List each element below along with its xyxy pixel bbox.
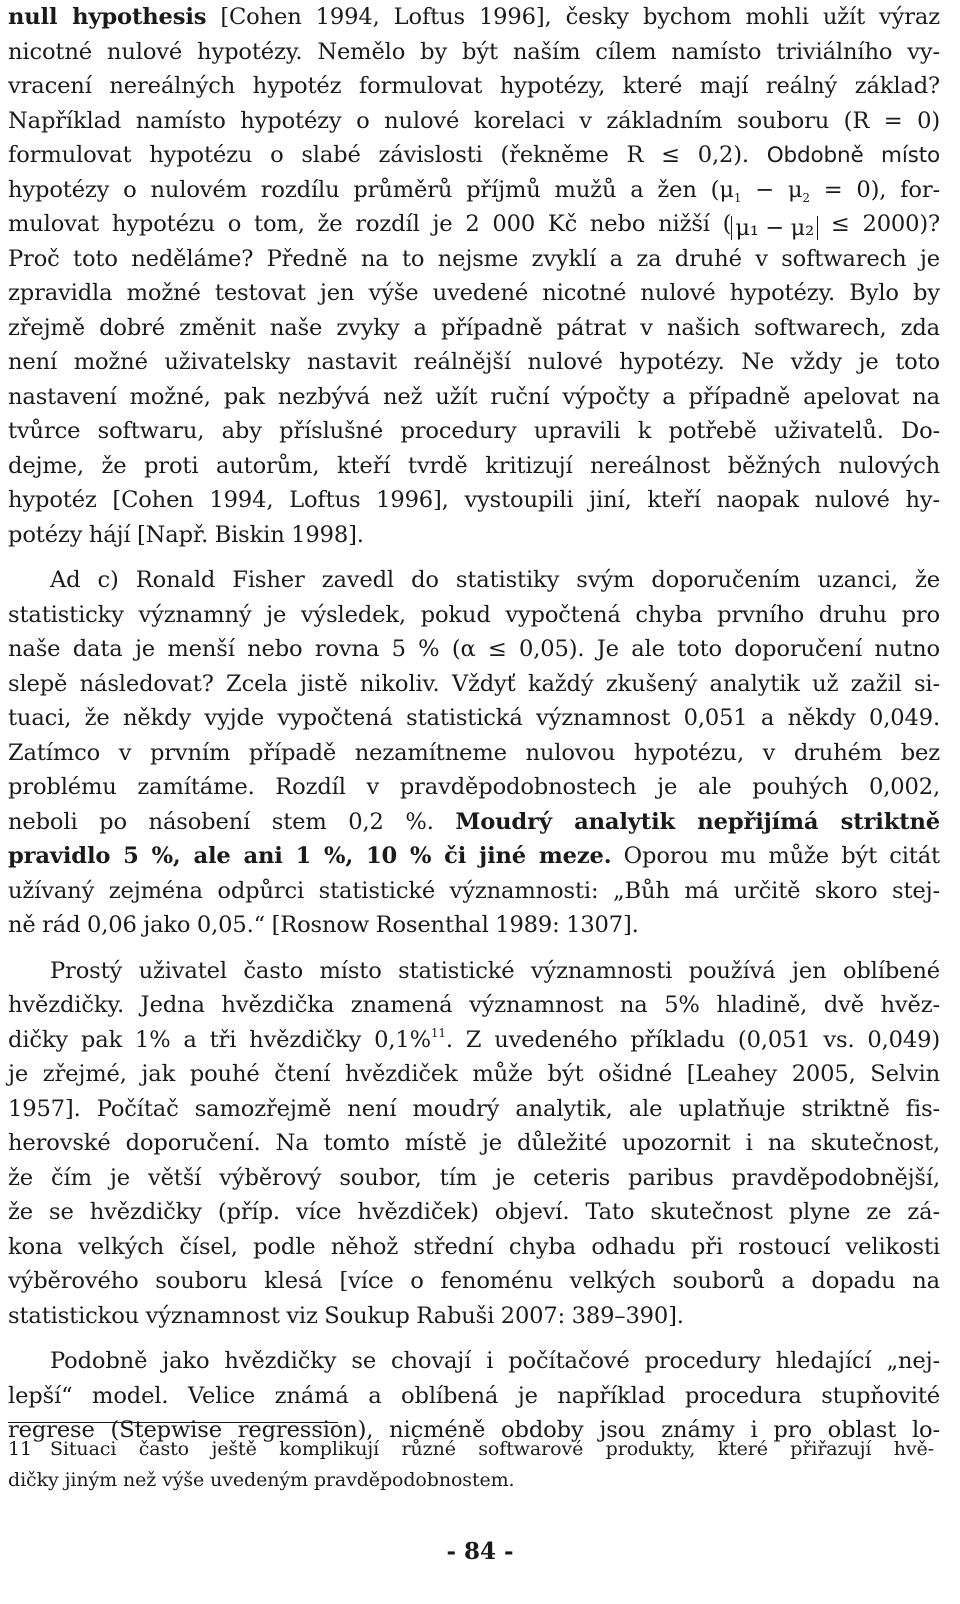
text-line xyxy=(8,518,940,553)
text-line xyxy=(8,563,940,598)
text-segment: užívaný zejména odpůrci statistické významnosti: „Bůh má určitě skoro stej- xyxy=(8,877,940,904)
text-segment: nicotné nulové hypotézy. Nemělo by být naším cílem namísto triviálního vy- xyxy=(8,38,940,65)
text-segment: hvězdičky. Jedna hvězdička znamená významnost na 5% hladině, dvě hvěz- xyxy=(8,992,940,1018)
text-segment: herovské doporučení. Na tomto místě je důležité upozornit i na skutečnost, xyxy=(8,1130,940,1156)
text-segment: kona velkých čísel, podle něhož střední chyba odhadu při rostoucí velikosti xyxy=(8,1233,940,1260)
text-segment: ně rád 0,06 jako 0,05.“ [Rosnow Rosenthal 1989: 1307]. xyxy=(8,912,639,938)
footnote xyxy=(8,1434,934,1496)
footnote-text: Situaci často ještě komplikují různé softwarové produkty, které přiřazují hvě- xyxy=(50,1438,934,1460)
text-line xyxy=(8,1023,940,1058)
text-segment: nastavení možné, pak nezbývá než užít ruční výpočty a případně apelovat na xyxy=(8,383,940,410)
page-body xyxy=(8,0,940,1459)
text-line xyxy=(8,173,940,208)
text-segment: tuaci, že někdy vyjde vypočtená statistická významnost 0,051 a někdy 0,049. xyxy=(8,705,940,731)
text-segment: 2 xyxy=(802,190,810,205)
text-segment: null hypothesis xyxy=(8,4,207,30)
text-line xyxy=(8,736,940,771)
text-segment: ≤ 2000)? xyxy=(818,211,940,237)
text-line xyxy=(8,874,940,909)
text-segment: problému zamítáme. Rozdíl v pravděpodobnostech je ale pouhých 0,002, xyxy=(8,774,940,800)
footnote-line xyxy=(8,1434,934,1465)
text-segment: Například namísto hypotézy o nulové korelaci v základním souboru (R = 0) xyxy=(8,107,940,134)
text-line xyxy=(8,701,940,736)
text-segment: . Z uvedeného příkladu (0,051 vs. 0,049) xyxy=(445,1026,940,1053)
text-segment: Ad c) Ronald Fisher zavedl do statistiky svým doporučením uzanci, že xyxy=(50,567,940,593)
text-segment: [Cohen 1994, Loftus 1996], česky bychom mohli užít výraz xyxy=(206,4,940,30)
text-segment: 1 xyxy=(733,190,742,205)
text-segment: lepší“ model. Velice známá a oblíbená je například procedura stupňovité xyxy=(8,1382,940,1409)
text-segment: Moudrý analytik nepřijímá striktně xyxy=(455,808,940,835)
text-line xyxy=(8,449,940,484)
paragraph xyxy=(8,563,940,943)
text-line xyxy=(8,770,940,805)
text-line xyxy=(8,414,940,449)
text-segment: dejme, že proti autorům, kteří tvrdě kritizují nereálnost běžných nulových xyxy=(8,452,940,479)
text-line xyxy=(8,69,940,104)
text-line xyxy=(8,380,940,415)
paragraph xyxy=(8,0,940,552)
text-segment: hypotéz [Cohen 1994, Loftus 1996], vystoupili jiní, kteří naopak nulové hy- xyxy=(8,487,940,513)
text-segment: potézy hájí [Např. Biskin 1998]. xyxy=(8,521,364,548)
text-line xyxy=(8,954,940,989)
text-line xyxy=(8,1126,940,1161)
text-line xyxy=(8,207,940,242)
text-segment: naše data je menší nebo rovna 5 % (α ≤ 0,05). Je ale toto doporučení nutno xyxy=(8,636,940,662)
text-segment: že se hvězdičky (příp. více hvězdiček) objeví. Tato skutečnost plyne ze zá- xyxy=(8,1199,940,1225)
text-line xyxy=(8,1195,940,1230)
text-segment: tvůrce softwaru, aby příslušné procedury upravili k potřebě uživatelů. Do- xyxy=(8,418,940,444)
text-line xyxy=(8,1379,940,1414)
text-segment: dičky pak 1% a tři hvězdičky 0,1% xyxy=(8,1026,431,1053)
text-line xyxy=(8,988,940,1023)
footnote-number: 11 xyxy=(8,1438,32,1460)
text-line xyxy=(8,839,940,874)
text-line xyxy=(8,598,940,633)
text-segment: Obdobně místo xyxy=(766,143,940,168)
text-segment: výběrového souboru klesá [více o fenoménu velkých souborů a dopadu na xyxy=(8,1268,940,1294)
text-line xyxy=(8,805,940,840)
text-line xyxy=(8,1299,940,1334)
text-line xyxy=(8,345,940,380)
page-number: - 84 - xyxy=(446,1538,514,1565)
footnote-ref: 11 xyxy=(430,1025,446,1040)
footnote-line xyxy=(8,1465,934,1496)
text-segment: hypotézy o nulovém rozdílu průměrů příjmů mužů a žen (μ xyxy=(8,176,734,203)
text-line xyxy=(8,104,940,139)
text-segment: − μ xyxy=(741,176,803,203)
text-line xyxy=(8,1161,940,1196)
text-segment: pravidlo 5 %, ale ani 1 %, 10 % či jiné meze. xyxy=(8,843,612,869)
text-segment: formulovat hypotézu o slabé závislosti (řekněme R ≤ 0,2). xyxy=(8,142,767,168)
text-line xyxy=(8,276,940,311)
text-segment: 1957]. Počítač samozřejmě není moudrý analytik, ale uplatňuje striktně fis- xyxy=(8,1095,940,1122)
text-line xyxy=(8,35,940,70)
text-line xyxy=(8,138,940,173)
text-segment: Proč toto neděláme? Předně na to nejsme zvyklí a za druhé v softwarech je xyxy=(8,245,940,272)
text-line xyxy=(8,908,940,943)
text-line xyxy=(8,483,940,518)
text-line xyxy=(8,1230,940,1265)
text-line xyxy=(8,1057,940,1092)
text-segment: zřejmě dobré změnit naše zvyky a případně pátrat v našich softwarech, zda xyxy=(8,314,940,341)
footnote-text: dičky jiným než výše uvedeným pravděpodobnostem. xyxy=(8,1469,515,1491)
text-segment: regrese (Stepwise regression), nicméně obdoby jsou známy i pro oblast lo- xyxy=(8,1417,940,1443)
text-segment: není možné uživatelsky nastavit reálnější nulové hypotézy. Ne vždy je toto xyxy=(8,349,940,375)
text-segment: Zatímco v prvním případě nezamítneme nulovou hypotézu, v druhém bez xyxy=(8,739,940,766)
text-segment: statisticky významný je výsledek, pokud vypočtená chyba prvního druhu pro xyxy=(8,601,940,628)
text-line xyxy=(8,632,940,667)
text-line xyxy=(8,1264,940,1299)
text-segment: že čím je větší výběrový soubor, tím je ceteris paribus pravděpodobnější, xyxy=(8,1164,940,1191)
text-line xyxy=(8,311,940,346)
text-line xyxy=(8,1092,940,1127)
text-segment: slepě následovat? Zcela jistě nikoliv. Vždyť každý zkušený analytik už zažil si- xyxy=(8,670,940,697)
paragraph xyxy=(8,954,940,1334)
text-line xyxy=(8,242,940,277)
text-segment: Prostý uživatel často místo statistické významnosti používá jen oblíbené xyxy=(50,957,940,984)
text-segment: je zřejmé, jak pouhé čtení hvězdiček může být ošidné [Leahey 2005, Selvin xyxy=(8,1061,940,1087)
text-line xyxy=(8,667,940,702)
text-line xyxy=(8,1344,940,1379)
text-segment: vracení nereálných hypotéz formulovat hypotézy, které mají reálný základ? xyxy=(8,73,940,99)
paragraph xyxy=(8,1344,940,1448)
text-line xyxy=(8,0,940,35)
text-segment: Podobně jako hvězdičky se chovají i počítačové procedury hledající „nej- xyxy=(50,1348,940,1374)
text-segment: Oporou mu může být citát xyxy=(611,843,940,869)
text-segment: neboli po násobení stem 0,2 %. xyxy=(8,808,456,835)
text-segment: statistickou významnost viz Soukup Rabuši 2007: 389–390]. xyxy=(8,1302,684,1329)
text-segment: mulovat hypotézu o tom, že rozdíl je 2 000 Kč nebo nižší ( xyxy=(8,211,732,237)
text-segment: = 0), for- xyxy=(809,176,940,203)
absolute-value-expression: μ₁ − μ₂ xyxy=(731,216,818,240)
text-segment: zpravidla možné testovat jen výše uvedené nicotné nulové hypotézy. Bylo by xyxy=(8,280,940,306)
footnote-divider xyxy=(8,1422,338,1423)
